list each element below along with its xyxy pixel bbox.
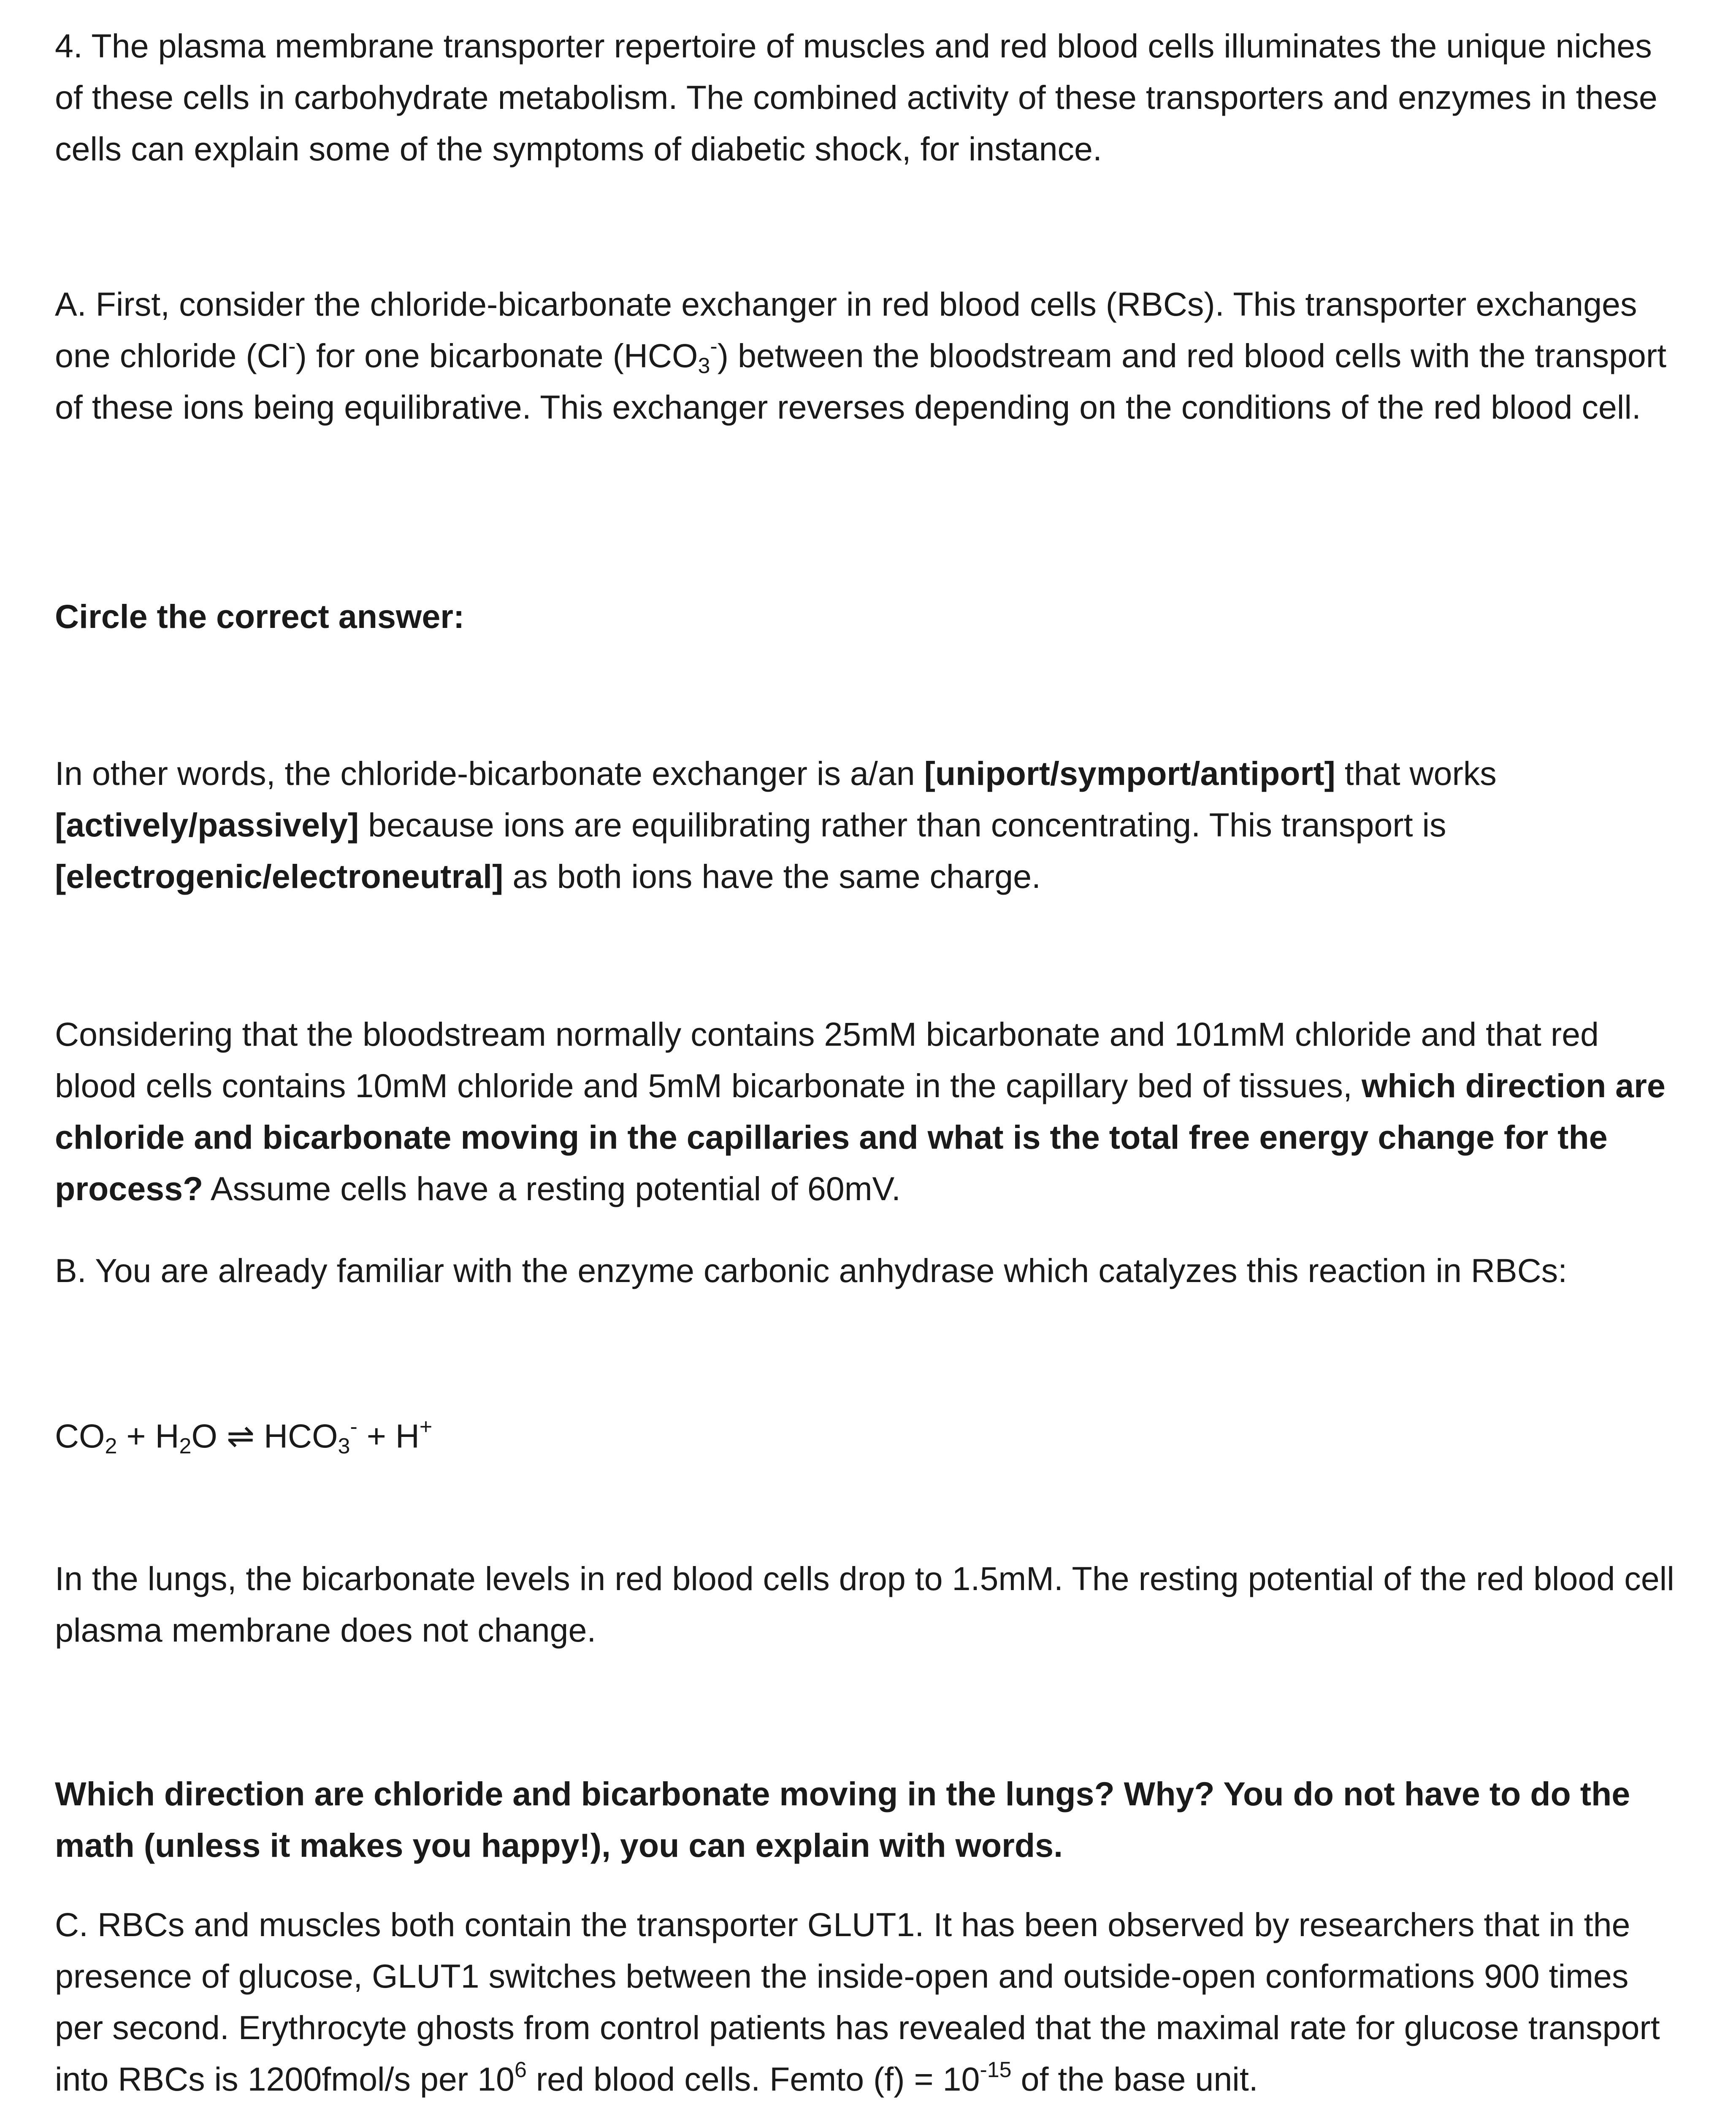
fill-in-text-1: In other words, the chloride-bicarbonate exchanger is a/an: [55, 755, 924, 792]
eq-proton: + H: [357, 1417, 420, 1455]
eq-h2o-subscript: 2: [179, 1434, 192, 1458]
charge-options[interactable]: [electrogenic/electroneutral]: [55, 858, 504, 895]
fill-in-text-4: as both ions have the same charge.: [503, 858, 1041, 895]
part-c-paragraph: [55, 1899, 1684, 2105]
part-a-paragraph: [55, 279, 1684, 433]
exponent-minus-15: -15: [980, 2058, 1012, 2082]
part-a-text-1: A. First, consider the chloride-bicarbonate exchanger in red blood cells (RBCs). This transporter exchanges one chloride (Cl: [55, 285, 1637, 374]
exponent-6: 6: [514, 2058, 527, 2082]
transport-mode-options[interactable]: [actively/passively]: [55, 806, 359, 844]
capillary-text-1: Considering that the bloodstream normally contains 25mM bicarbonate and 101mM chloride and that red blood cells contains 10mM chloride and 5mM bicarbonate in the capillary bed of tissues,: [55, 1015, 1599, 1104]
part-c-text-3: of the base unit.: [1011, 2060, 1258, 2098]
intro-text: 4. The plasma membrane transporter repertoire of muscles and red blood cells illuminates the unique niches of these cells in carbohydrate metabolism. The combined activity of these transporters and enzymes in these cells can explain some of the symptoms of diabetic shock, for instance.: [55, 27, 1657, 168]
eq-hco3-subscript: 3: [338, 1434, 350, 1458]
capillary-question: [55, 1009, 1684, 1215]
transport-type-options[interactable]: [uniport/symport/antiport]: [924, 755, 1335, 792]
eq-co2-subscript: 2: [105, 1434, 117, 1458]
capillary-question-bold: which direction are chloride and bicarbonate moving in the capillaries and what is the total free energy change for the process?: [55, 1067, 1666, 1207]
part-b-intro: B. You are already familiar with the enzyme carbonic anhydrase which catalyzes this reaction in RBCs:: [55, 1252, 1568, 1289]
capillary-text-2: Assume cells have a resting potential of 60mV.: [203, 1170, 901, 1207]
bicarbonate-subscript: 3: [698, 354, 710, 378]
bicarbonate-charge: -: [710, 334, 718, 359]
eq-co: CO: [55, 1417, 105, 1455]
part-c-text-1: C. RBCs and muscles both contain the transporter GLUT1. It has been observed by researchers that in the presence of glucose, GLUT1 switches between the inside-open and outside-open conformations 900 times per second. Erythrocyte ghosts from control patients has revealed that the maximal rate for glucose transport into RBCs is 1200fmol/s per 10: [55, 1906, 1660, 2098]
part-c-text-2: red blood cells. Femto (f) = 10: [526, 2060, 980, 2098]
lungs-paragraph: In the lungs, the bicarbonate levels in red blood cells drop to 1.5mM. The resting potential of the red blood cell plasma membrane does not change.: [55, 1560, 1674, 1649]
circle-instruction: Circle the correct answer:: [55, 598, 465, 635]
part-a-text-3: ) between the bloodstream and red blood cells with the transport of these ions being equilibrative. This exchanger reverses depending on the conditions of the red blood cell.: [55, 337, 1667, 426]
equilibrium-arrow-icon: ⇌: [226, 1417, 255, 1455]
carbonic-anhydrase-equation: [55, 1410, 1684, 1462]
fill-in-text-2: that works: [1335, 755, 1497, 792]
eq-hco: HCO: [255, 1417, 338, 1455]
eq-h: + H: [117, 1417, 179, 1455]
eq-hco3-charge: -: [350, 1415, 357, 1439]
part-a-text-2: ) for one bicarbonate (HCO: [295, 337, 698, 374]
eq-proton-charge: +: [419, 1415, 433, 1439]
chloride-charge: -: [288, 334, 296, 359]
lungs-question: Which direction are chloride and bicarbonate moving in the lungs? Why? You do not have to do the math (unless it makes you happy!), you can explain with words.: [55, 1775, 1630, 1864]
fill-in-text-3: because ions are equilibrating rather than concentrating. This transport is: [359, 806, 1446, 844]
eq-o: O: [191, 1417, 227, 1455]
exchanger-fill-in: [55, 748, 1684, 902]
question-4-intro: [55, 20, 1684, 175]
